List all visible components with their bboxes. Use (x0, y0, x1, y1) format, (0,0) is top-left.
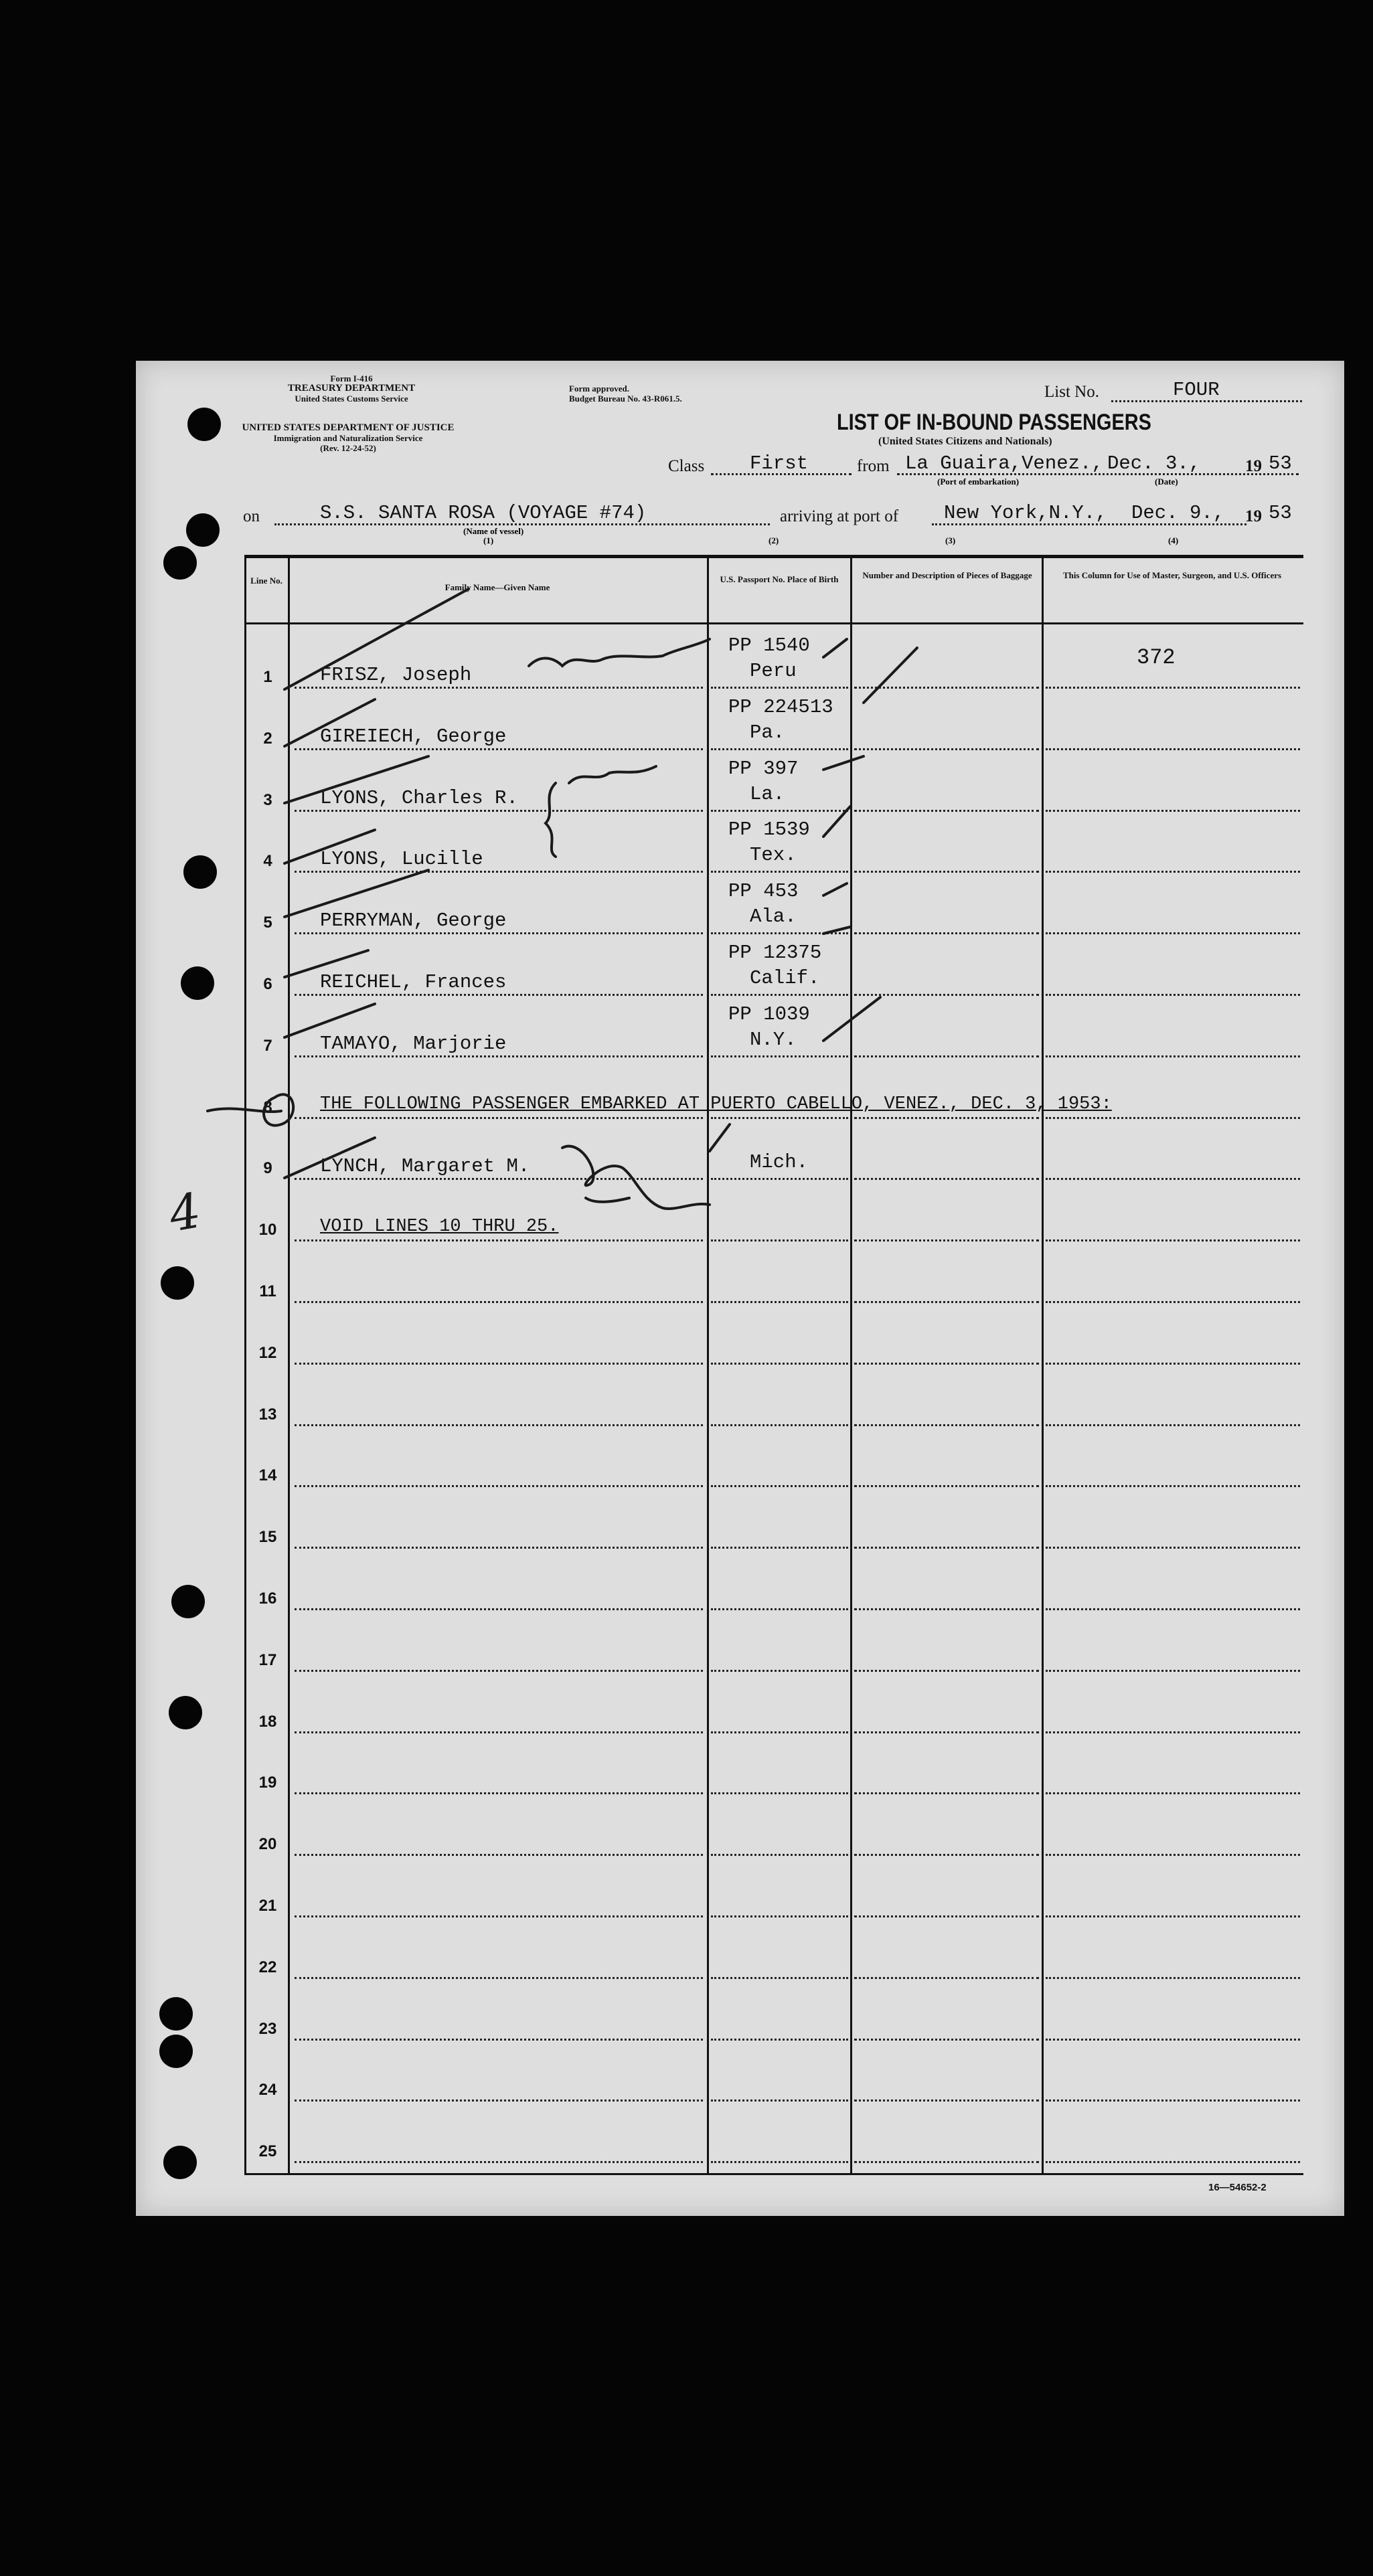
form-number: Form I-416 (330, 373, 373, 383)
passport-number: PP 12375 (728, 942, 822, 964)
line-number: 5 (263, 914, 272, 932)
vessel-col-num: (1) (483, 535, 494, 545)
vessel-label: (Name of vessel) (463, 526, 524, 536)
vessel-name: S.S. SANTA ROSA (VOYAGE #74) (320, 502, 647, 524)
class-value: First (750, 452, 809, 475)
form-approved: Form approved. (569, 383, 630, 394)
passenger-name: FRISZ, Joseph (320, 664, 472, 686)
arrival-year: 53 (1269, 502, 1292, 524)
line-number: 2 (263, 729, 272, 748)
line-number: 18 (258, 1713, 277, 1731)
officer-note: 372 (1137, 645, 1176, 670)
col-header-officers: This Column for Use of Master, Surgeon, and U.S. Officers (1062, 570, 1282, 580)
passport-number: PP 397 (728, 758, 799, 780)
line-number: 15 (258, 1528, 277, 1546)
embarkation-port-label: (Port of embarkation) (937, 477, 1020, 487)
place-of-birth: Mich. (750, 1151, 809, 1173)
line-number: 25 (258, 2142, 277, 2160)
line-number: 8 (263, 1098, 272, 1116)
col-header-baggage: Number and Description of Pieces of Baggage (862, 570, 1032, 580)
place-of-birth: La. (750, 783, 785, 805)
place-of-birth: N.Y. (750, 1029, 797, 1051)
line-number: 21 (258, 1897, 277, 1915)
arrival-port: New York,N.Y., (944, 502, 1107, 524)
embarkation-year: 53 (1269, 452, 1292, 475)
line-number: 14 (258, 1466, 277, 1484)
class-label: Class (668, 457, 705, 475)
justice-dept: UNITED STATES DEPARTMENT OF JUSTICE (242, 422, 455, 433)
passenger-name: LYONS, Lucille (320, 848, 483, 870)
list-no-label: List No. (1044, 383, 1099, 401)
col2-num: (2) (769, 535, 779, 545)
passenger-name: TAMAYO, Marjorie (320, 1033, 507, 1055)
line-number: 6 (263, 975, 272, 993)
line-number: 23 (258, 2020, 277, 2038)
arriving-label: arriving at port of (780, 507, 899, 525)
ins-service: Immigration and Naturalization Service (273, 433, 423, 443)
annotation-scribbles (208, 639, 710, 1209)
col-header-passport: U.S. Passport No. Place of Birth (720, 574, 839, 584)
place-of-birth: Ala. (750, 906, 797, 928)
line-number: 24 (258, 2081, 277, 2099)
line-number: 11 (259, 1282, 276, 1300)
line-number: 7 (263, 1037, 272, 1055)
year-prefix-2: 19 (1245, 507, 1262, 525)
embarkation-port: La Guaira,Venez., (905, 452, 1103, 475)
place-of-birth: Peru (750, 660, 797, 682)
list-no-value: FOUR (1173, 379, 1220, 401)
line-number: 10 (258, 1221, 277, 1239)
form-subtitle: (United States Citizens and Nationals) (878, 436, 1052, 447)
form-title: LIST OF IN-BOUND PASSENGERS (837, 410, 1151, 435)
col4-num: (4) (1168, 535, 1179, 545)
place-of-birth: Tex. (750, 844, 797, 866)
passenger-name: LYNCH, Margaret M. (320, 1155, 530, 1177)
col-header-line: Line No. (250, 576, 282, 586)
budget-bureau: Budget Bureau No. 43-R061.5. (569, 394, 682, 404)
treasury-dept: TREASURY DEPARTMENT (287, 383, 416, 394)
passenger-name: VOID LINES 10 THRU 25. (320, 1217, 559, 1237)
embarkation-date: Dec. 3., (1107, 452, 1201, 475)
line-number: 17 (258, 1651, 277, 1669)
margin-note: 4 (165, 1182, 206, 1243)
passport-number: PP 1039 (728, 1003, 810, 1025)
line-number: 12 (258, 1344, 277, 1362)
passport-number: PP 1539 (728, 819, 810, 841)
col3-num: (3) (945, 535, 956, 545)
passport-number: PP 224513 (728, 696, 833, 718)
on-label: on (243, 507, 260, 525)
line-number: 3 (263, 791, 272, 809)
line-number: 19 (258, 1774, 277, 1792)
date-label: (Date) (1155, 477, 1178, 487)
passenger-name: REICHEL, Frances (320, 971, 507, 993)
from-label: from (857, 457, 890, 475)
year-prefix-1: 19 (1245, 457, 1262, 475)
line-number: 9 (263, 1159, 272, 1177)
line-number: 1 (263, 668, 272, 686)
form-code: 16—54652-2 (1208, 2182, 1267, 2193)
passport-number: PP 453 (728, 880, 799, 902)
passenger-name: THE FOLLOWING PASSENGER EMBARKED AT PUERTO CABELLO, VENEZ., DEC. 3, 1953: (320, 1094, 1112, 1114)
line-number: 13 (258, 1405, 277, 1424)
revision-date: (Rev. 12-24-52) (320, 443, 376, 453)
line-number: 4 (263, 852, 272, 870)
passenger-name: PERRYMAN, George (320, 910, 507, 932)
line-number: 20 (258, 1835, 277, 1853)
checkmark-strokes (285, 589, 917, 1178)
customs-service: United States Customs Service (295, 394, 408, 404)
line-number: 22 (258, 1958, 277, 1976)
passenger-name: GIREIECH, George (320, 725, 507, 748)
arrival-date: Dec. 9., (1131, 502, 1225, 524)
place-of-birth: Calif. (750, 967, 820, 989)
passport-number: PP 1540 (728, 634, 810, 657)
place-of-birth: Pa. (750, 721, 785, 744)
line-number: 16 (258, 1590, 277, 1608)
passenger-name: LYONS, Charles R. (320, 787, 518, 809)
col-header-name: Family Name—Given Name (445, 582, 550, 592)
